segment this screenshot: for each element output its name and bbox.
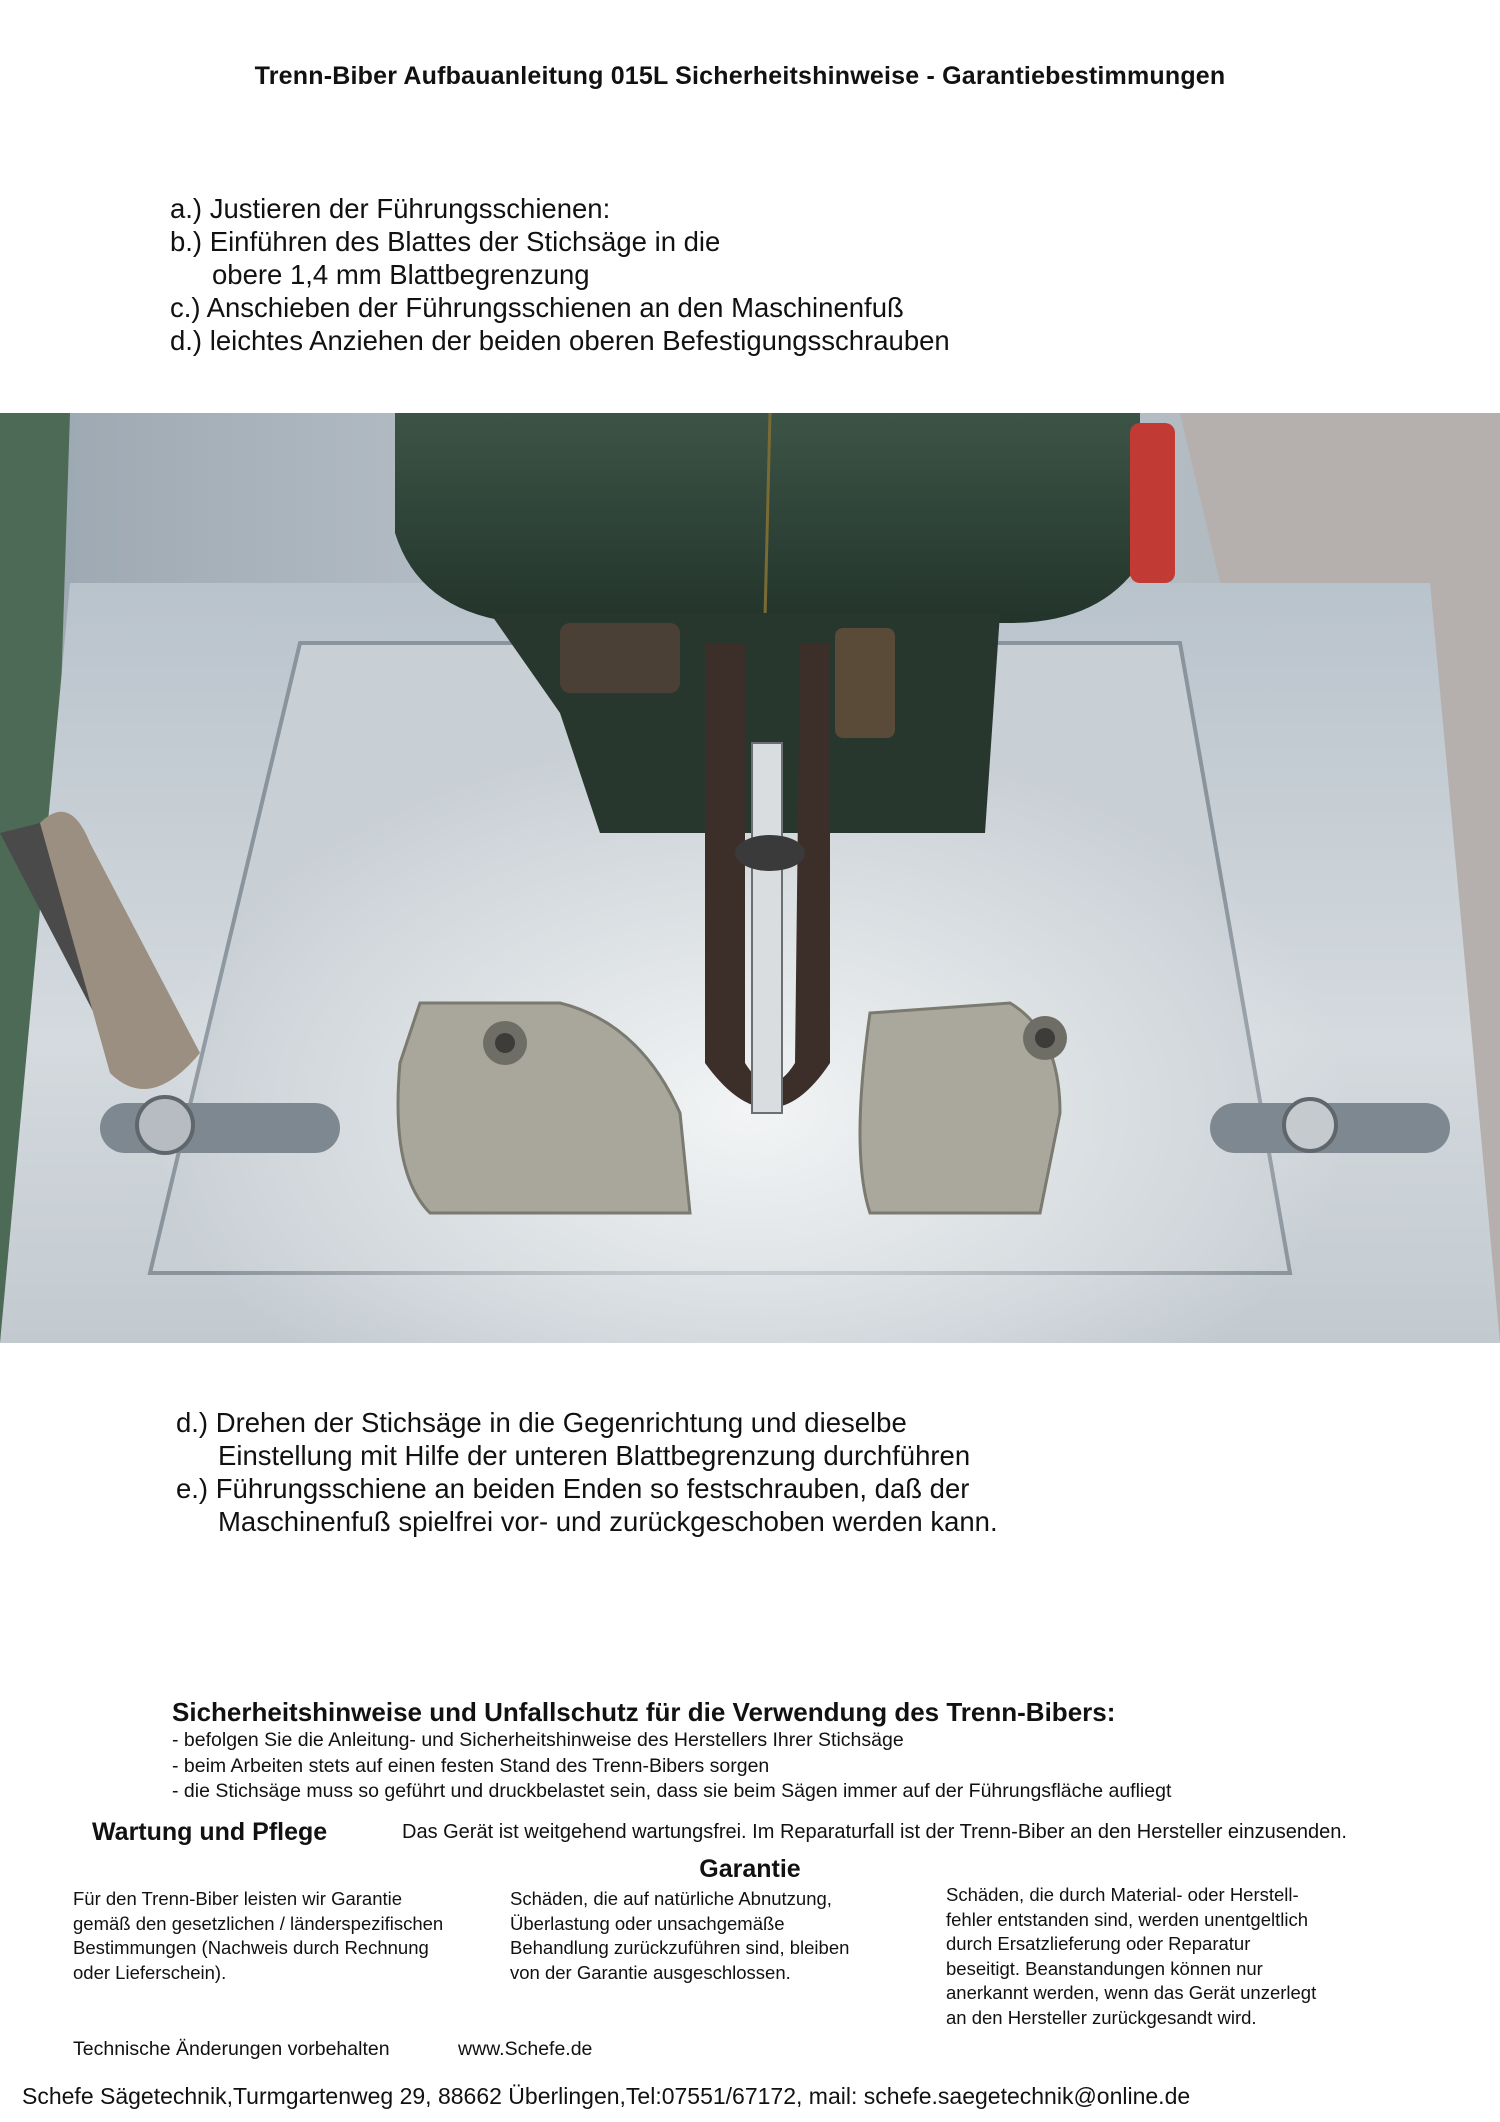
- warranty-line: fehler entstanden sind, werden unentgeltlich: [946, 1908, 1309, 1930]
- step-b: b.) Einführen des Blattes der Stichsäge in die: [170, 226, 721, 257]
- steps-top: [170, 192, 950, 357]
- safety-item: - beim Arbeiten stets auf einen festen Stand des Trenn-Bibers sorgen: [172, 1754, 770, 1777]
- jigsaw-guide-photo: [0, 413, 1500, 1343]
- step-a: a.) Justieren der Führungsschienen:: [170, 193, 611, 224]
- warranty-column-1: [73, 1887, 443, 1985]
- warranty-line: anerkannt werden, wenn das Gerät unzerlegt: [946, 1982, 1317, 2003]
- warranty-line: von der Garantie ausgeschlossen.: [510, 1961, 791, 1983]
- step-b-continued: obere 1,4 mm Blattbegrenzung: [212, 259, 590, 290]
- technical-changes-note: Technische Änderungen vorbehalten: [73, 2038, 390, 2060]
- step-e: e.) Führungsschiene an beiden Enden so festschrauben, daß der: [176, 1473, 970, 1504]
- warranty-column-3: [946, 1883, 1316, 2030]
- safety-list: [172, 1728, 1171, 1805]
- warranty-line: Bestimmungen (Nachweis durch Rechnung: [73, 1937, 429, 1958]
- warranty-line: Schäden, die durch Material- oder Herstell-: [946, 1884, 1299, 1905]
- maintenance-text: Das Gerät ist weitgehend wartungsfrei. Im Reparaturfall ist der Trenn-Biber an den Hersteller einzusenden.: [402, 1821, 1347, 1843]
- warranty-line: oder Lieferschein).: [73, 1961, 227, 1983]
- document-title: Trenn-Biber Aufbauanleitung 015L Sicherheitshinweise - Garantiebestimmungen: [254, 62, 1226, 90]
- warranty-line: Schäden, die auf natürliche Abnutzung,: [510, 1888, 832, 1909]
- warranty-line: Überlastung oder unsachgemäße: [510, 1912, 785, 1934]
- website-link[interactable]: www.Schefe.de: [458, 2038, 593, 2060]
- step-d: d.) leichtes Anziehen der beiden oberen Befestigungsschrauben: [170, 325, 950, 356]
- warranty-heading: Garantie: [699, 1855, 801, 1883]
- warranty-line: Behandlung zurückzuführen sind, bleiben: [510, 1937, 850, 1958]
- step-c: c.) Anschieben der Führungsschienen an den Maschinenfuß: [170, 292, 904, 323]
- warranty-column-2: [510, 1887, 849, 1985]
- step-d-rotate: d.) Drehen der Stichsäge in die Gegenrichtung und dieselbe: [176, 1407, 907, 1438]
- safety-heading: Sicherheitshinweise und Unfallschutz für die Verwendung des Trenn-Bibers:: [172, 1697, 1116, 1727]
- warranty-line: durch Ersatzlieferung oder Reparatur: [946, 1933, 1251, 1954]
- safety-item: - die Stichsäge muss so geführt und druckbelastet sein, dass sie beim Sägen immer auf der Führungsfläche aufliegt: [172, 1780, 1172, 1802]
- warranty-line: beseitigt. Beanstandungen können nur: [946, 1957, 1263, 1979]
- warranty-line: Für den Trenn-Biber leisten wir Garantie: [73, 1888, 403, 1909]
- warranty-line: an den Hersteller zurückgesandt wird.: [946, 2006, 1257, 2028]
- company-footer: Schefe Sägetechnik,Turmgartenweg 29, 88662 Überlingen,Tel:07551/67172, mail: schefe.saegetechnik@online.de: [22, 2083, 1191, 2109]
- step-e-continued: Maschinenfuß spielfrei vor- und zurückgeschoben werden kann.: [218, 1506, 998, 1537]
- steps-bottom: [176, 1406, 998, 1538]
- step-d-rotate-continued: Einstellung mit Hilfe der unteren Blattbegrenzung durchführen: [218, 1440, 971, 1471]
- warranty-line: gemäß den gesetzlichen / länderspezifischen: [73, 1912, 444, 1934]
- safety-item: - befolgen Sie die Anleitung- und Sicherheitshinweise des Herstellers Ihrer Stichsäge: [172, 1729, 904, 1751]
- maintenance-heading: Wartung und Pflege: [92, 1818, 328, 1846]
